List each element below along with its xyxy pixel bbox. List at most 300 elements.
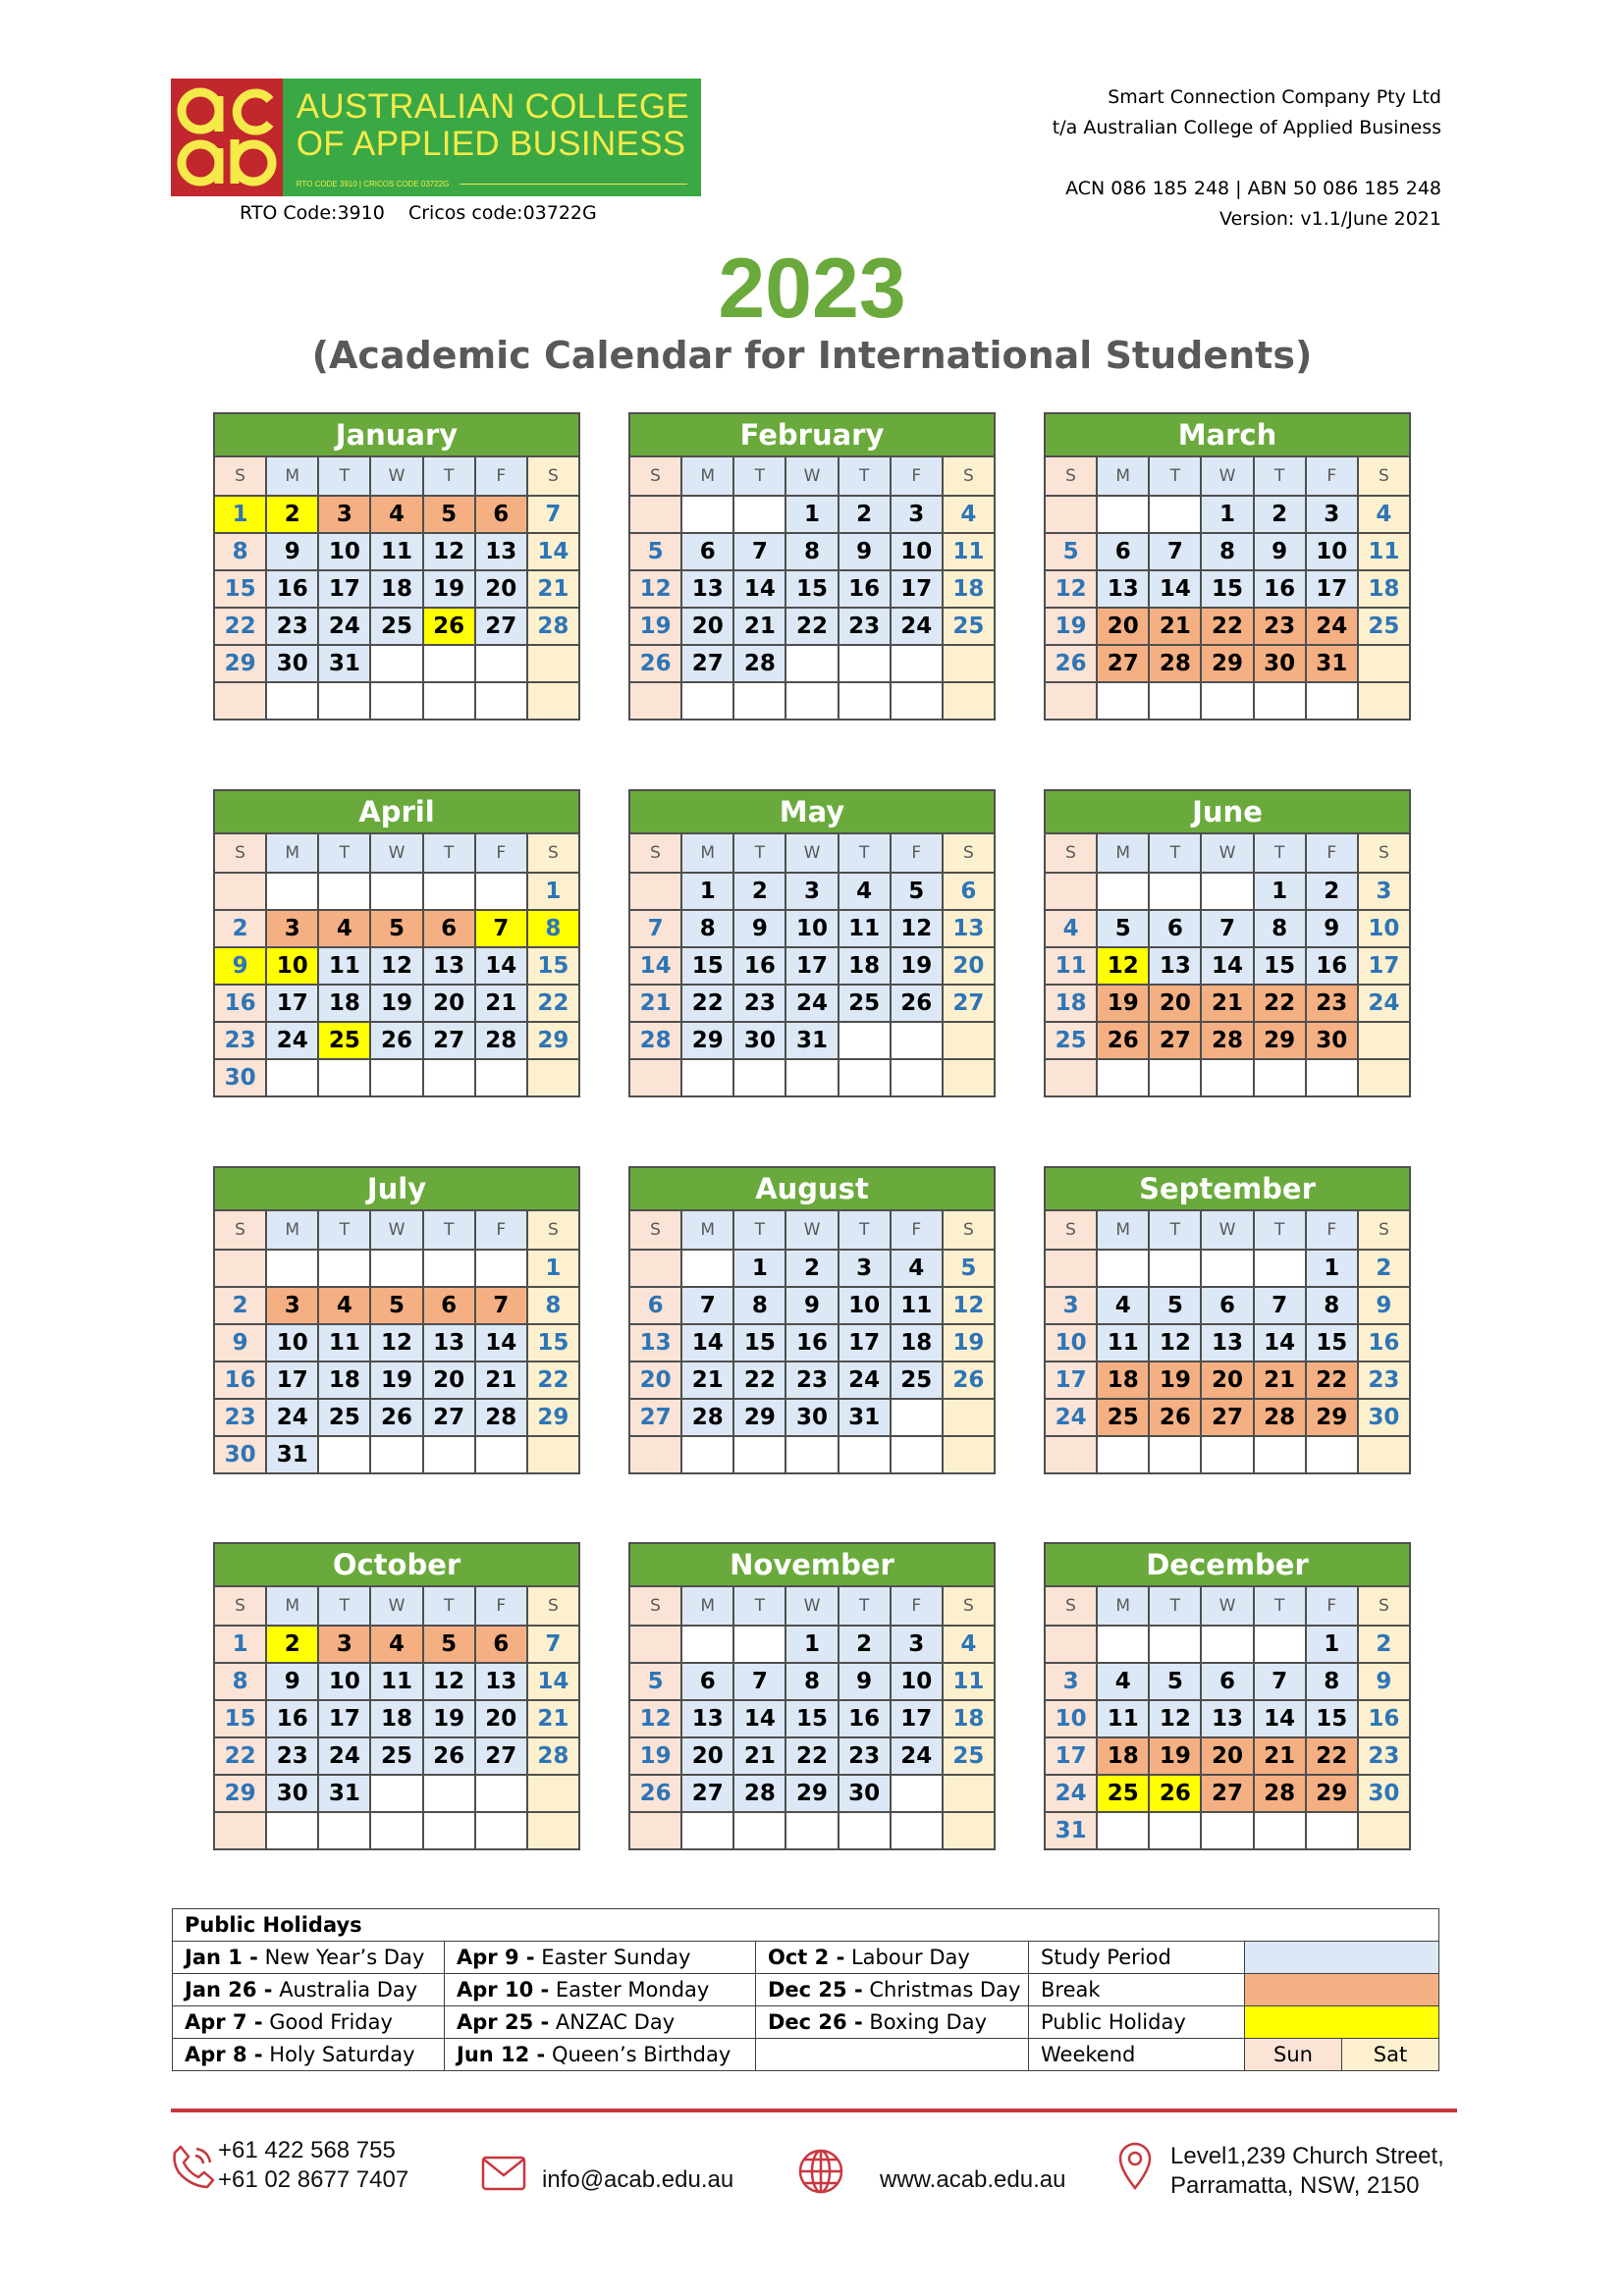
day-cell: 13	[1201, 1324, 1253, 1362]
day-cell: 12	[891, 910, 943, 947]
day-cell: 4	[943, 496, 995, 533]
month-title: February	[628, 412, 996, 455]
weekday-header: M	[681, 1586, 733, 1626]
month-january	[213, 412, 580, 721]
empty-cell	[943, 1022, 995, 1059]
empty-cell	[1045, 873, 1097, 910]
empty-cell	[943, 645, 995, 682]
day-cell: 21	[1254, 1737, 1306, 1775]
weekday-header: F	[891, 1586, 943, 1626]
weekday-header: T	[733, 1210, 785, 1250]
empty-cell	[475, 1775, 527, 1812]
day-cell: 26	[1045, 645, 1097, 682]
weekday-header: W	[1201, 1586, 1253, 1626]
holiday-entry: Jun 12 - Queen’s Birthday	[445, 2039, 756, 2071]
day-cell: 13	[1149, 947, 1201, 985]
weekday-header: W	[370, 833, 422, 873]
day-cell: 4	[839, 873, 891, 910]
day-cell: 5	[1149, 1663, 1201, 1700]
day-cell: 15	[1254, 947, 1306, 985]
empty-cell	[1097, 1436, 1149, 1473]
holiday-entry: Apr 10 - Easter Monday	[445, 1974, 756, 2006]
weekday-header: S	[1045, 1210, 1097, 1250]
month-table	[213, 455, 580, 721]
weekday-header: T	[733, 456, 785, 496]
empty-cell	[423, 1059, 475, 1096]
day-cell: 17	[318, 1700, 370, 1737]
rto-cricos-codes: RTO Code:3910 Cricos code:03722G	[240, 202, 597, 224]
empty-cell	[785, 1059, 838, 1096]
weekday-header: F	[475, 1210, 527, 1250]
day-cell: 24	[1306, 608, 1358, 645]
day-cell: 1	[1254, 873, 1306, 910]
weekday-header: S	[1358, 1210, 1410, 1250]
empty-cell	[1358, 1022, 1410, 1059]
phone-icon	[171, 2143, 216, 2190]
day-cell: 4	[891, 1250, 943, 1287]
day-cell: 26	[1149, 1399, 1201, 1436]
company-acn-abn: ACN 086 185 248 | ABN 50 086 185 248	[1065, 178, 1441, 199]
weekday-header: S	[943, 1210, 995, 1250]
day-cell: 11	[1097, 1700, 1149, 1737]
day-cell: 13	[423, 947, 475, 985]
empty-cell	[1201, 873, 1253, 910]
weekday-header: T	[1254, 1210, 1306, 1250]
weekday-header: T	[733, 833, 785, 873]
empty-cell	[475, 1250, 527, 1287]
day-cell: 2	[785, 1250, 838, 1287]
day-cell: 4	[318, 910, 370, 947]
empty-cell	[527, 1775, 579, 1812]
month-november	[628, 1542, 996, 1850]
day-cell: 3	[1045, 1663, 1097, 1700]
empty-cell	[943, 1436, 995, 1473]
empty-cell	[1045, 1250, 1097, 1287]
empty-cell	[1254, 1436, 1306, 1473]
day-cell: 11	[318, 947, 370, 985]
empty-cell	[214, 1812, 266, 1849]
day-cell: 2	[1306, 873, 1358, 910]
phone-number-2[interactable]: +61 02 8677 7407	[218, 2166, 409, 2193]
empty-cell	[629, 1812, 681, 1849]
empty-cell	[423, 1775, 475, 1812]
empty-cell	[1045, 1436, 1097, 1473]
empty-cell	[423, 873, 475, 910]
day-cell: 12	[943, 1287, 995, 1324]
day-cell: 7	[475, 910, 527, 947]
day-cell: 3	[785, 873, 838, 910]
month-table	[213, 832, 580, 1097]
empty-cell	[475, 1812, 527, 1849]
day-cell: 3	[266, 1287, 318, 1324]
day-cell: 30	[214, 1059, 266, 1096]
day-cell: 9	[1358, 1663, 1410, 1700]
weekday-header: S	[214, 1210, 266, 1250]
month-title: July	[213, 1166, 580, 1209]
day-cell: 19	[1149, 1737, 1201, 1775]
empty-cell	[1097, 1250, 1149, 1287]
empty-cell	[891, 682, 943, 720]
holiday-entry: Oct 2 - Labour Day	[756, 1942, 1029, 1974]
day-cell: 22	[527, 985, 579, 1022]
day-cell: 23	[839, 1737, 891, 1775]
day-cell: 5	[943, 1250, 995, 1287]
day-cell: 23	[1358, 1362, 1410, 1399]
empty-cell	[1201, 1436, 1253, 1473]
day-cell: 8	[1254, 910, 1306, 947]
day-cell: 2	[1254, 496, 1306, 533]
empty-cell	[629, 873, 681, 910]
day-cell: 8	[733, 1287, 785, 1324]
public-holidays-legend	[172, 1908, 1439, 2071]
day-cell: 11	[370, 533, 422, 570]
day-cell: 24	[839, 1362, 891, 1399]
day-cell: 15	[214, 1700, 266, 1737]
day-cell: 9	[839, 1663, 891, 1700]
weekday-header: T	[839, 456, 891, 496]
day-cell: 6	[681, 533, 733, 570]
day-cell: 28	[1149, 645, 1201, 682]
day-cell: 4	[1358, 496, 1410, 533]
day-cell: 1	[1201, 496, 1253, 533]
weekday-header: T	[839, 1586, 891, 1626]
day-cell: 17	[891, 570, 943, 608]
day-cell: 23	[733, 985, 785, 1022]
swatch-study	[1245, 1942, 1439, 1974]
day-cell: 15	[1306, 1700, 1358, 1737]
weekday-header: T	[839, 1210, 891, 1250]
day-cell: 26	[1097, 1022, 1149, 1059]
day-cell: 28	[475, 1022, 527, 1059]
day-cell: 30	[839, 1775, 891, 1812]
day-cell: 22	[681, 985, 733, 1022]
empty-cell	[891, 1399, 943, 1436]
day-cell: 21	[681, 1362, 733, 1399]
day-cell: 5	[1097, 910, 1149, 947]
day-cell: 20	[943, 947, 995, 985]
month-table	[1044, 1209, 1411, 1474]
weekday-header: T	[839, 833, 891, 873]
empty-cell	[891, 1812, 943, 1849]
weekday-header: F	[891, 456, 943, 496]
day-cell: 12	[629, 1700, 681, 1737]
empty-cell	[1254, 1626, 1306, 1663]
weekday-header: F	[891, 833, 943, 873]
empty-cell	[370, 1250, 422, 1287]
empty-cell	[1149, 1626, 1201, 1663]
day-cell: 10	[1306, 533, 1358, 570]
weekday-header: T	[1254, 456, 1306, 496]
day-cell: 21	[733, 1737, 785, 1775]
day-cell: 18	[1097, 1737, 1149, 1775]
empty-cell	[370, 873, 422, 910]
weekday-header: T	[423, 1210, 475, 1250]
day-cell: 11	[839, 910, 891, 947]
logo-wordmark	[283, 79, 701, 196]
day-cell: 18	[370, 1700, 422, 1737]
weekday-header: W	[785, 1210, 838, 1250]
day-cell: 27	[1201, 1399, 1253, 1436]
day-cell: 15	[527, 947, 579, 985]
day-cell: 20	[1149, 985, 1201, 1022]
empty-cell	[527, 645, 579, 682]
empty-cell	[1149, 1812, 1201, 1849]
day-cell: 24	[891, 608, 943, 645]
day-cell: 19	[423, 570, 475, 608]
month-march	[1044, 412, 1411, 721]
day-cell: 1	[527, 873, 579, 910]
empty-cell	[839, 645, 891, 682]
day-cell: 26	[629, 1775, 681, 1812]
weekday-header: T	[318, 456, 370, 496]
day-cell: 24	[1045, 1775, 1097, 1812]
day-cell: 23	[1358, 1737, 1410, 1775]
day-cell: 14	[629, 947, 681, 985]
day-cell: 28	[1201, 1022, 1253, 1059]
day-cell: 25	[1097, 1775, 1149, 1812]
day-cell: 21	[1201, 985, 1253, 1022]
weekday-header: W	[785, 1586, 838, 1626]
weekday-header: M	[266, 456, 318, 496]
day-cell: 12	[423, 1663, 475, 1700]
day-cell: 26	[629, 645, 681, 682]
globe-icon	[797, 2148, 844, 2195]
holiday-entry: Jan 1 - New Year’s Day	[173, 1942, 445, 1974]
day-cell: 16	[214, 1362, 266, 1399]
empty-cell	[891, 1059, 943, 1096]
day-cell: 3	[1045, 1287, 1097, 1324]
day-cell: 19	[1149, 1362, 1201, 1399]
day-cell: 29	[785, 1775, 838, 1812]
day-cell: 24	[1358, 985, 1410, 1022]
day-cell: 4	[1097, 1663, 1149, 1700]
day-cell: 4	[370, 1626, 422, 1663]
day-cell: 6	[629, 1287, 681, 1324]
day-cell: 22	[214, 608, 266, 645]
empty-cell	[370, 1812, 422, 1849]
day-cell: 5	[891, 873, 943, 910]
day-cell: 14	[733, 1700, 785, 1737]
address-line-2: Parramatta, NSW, 2150	[1170, 2172, 1420, 2199]
day-cell: 10	[891, 1663, 943, 1700]
empty-cell	[629, 682, 681, 720]
day-cell: 14	[681, 1324, 733, 1362]
day-cell: 24	[785, 985, 838, 1022]
day-cell: 14	[1254, 1700, 1306, 1737]
empty-cell	[266, 1059, 318, 1096]
day-cell: 2	[266, 496, 318, 533]
day-cell: 22	[785, 1737, 838, 1775]
day-cell: 8	[527, 1287, 579, 1324]
day-cell: 25	[318, 1022, 370, 1059]
day-cell: 31	[1306, 645, 1358, 682]
day-cell: 6	[943, 873, 995, 910]
day-cell: 22	[785, 608, 838, 645]
day-cell: 18	[943, 570, 995, 608]
empty-cell	[943, 1399, 995, 1436]
empty-cell	[1358, 682, 1410, 720]
footer-divider	[171, 2109, 1457, 2112]
company-trading-as: t/a Australian College of Applied Business	[1052, 117, 1441, 138]
empty-cell	[527, 1436, 579, 1473]
empty-cell	[681, 1812, 733, 1849]
day-cell: 1	[527, 1250, 579, 1287]
day-cell: 8	[1306, 1663, 1358, 1700]
day-cell: 16	[839, 570, 891, 608]
day-cell: 27	[681, 1775, 733, 1812]
day-cell: 30	[1306, 1022, 1358, 1059]
day-cell: 12	[629, 570, 681, 608]
day-cell: 26	[943, 1362, 995, 1399]
day-cell: 10	[1045, 1700, 1097, 1737]
day-cell: 12	[1097, 947, 1149, 985]
day-cell: 20	[423, 985, 475, 1022]
day-cell: 16	[214, 985, 266, 1022]
day-cell: 17	[785, 947, 838, 985]
day-cell: 23	[1254, 608, 1306, 645]
day-cell: 7	[1201, 910, 1253, 947]
empty-cell	[266, 873, 318, 910]
day-cell: 9	[1358, 1287, 1410, 1324]
day-cell: 2	[839, 1626, 891, 1663]
day-cell: 28	[733, 1775, 785, 1812]
legend-key-study: Study Period	[1029, 1942, 1245, 1974]
day-cell: 3	[318, 496, 370, 533]
day-cell: 12	[1149, 1700, 1201, 1737]
day-cell: 21	[1149, 608, 1201, 645]
swatch-holiday	[1245, 2006, 1439, 2039]
day-cell: 30	[266, 645, 318, 682]
day-cell: 18	[370, 570, 422, 608]
logo-line-2: OF APPLIED BUSINESS	[296, 125, 686, 163]
weekday-header: S	[527, 833, 579, 873]
day-cell: 28	[527, 608, 579, 645]
weekday-header: T	[1149, 833, 1201, 873]
empty-cell	[943, 1812, 995, 1849]
empty-cell	[839, 682, 891, 720]
empty-cell	[681, 1059, 733, 1096]
footer-email[interactable]: info@acab.edu.au	[542, 2166, 734, 2193]
day-cell: 20	[1097, 608, 1149, 645]
weekday-header: T	[423, 1586, 475, 1626]
empty-cell	[1045, 1626, 1097, 1663]
weekday-header: F	[1306, 456, 1358, 496]
day-cell: 22	[733, 1362, 785, 1399]
day-cell: 6	[1149, 910, 1201, 947]
holiday-entry: Dec 26 - Boxing Day	[756, 2006, 1029, 2039]
holiday-entry: Jan 26 - Australia Day	[173, 1974, 445, 2006]
empty-cell	[629, 1250, 681, 1287]
day-cell: 18	[891, 1324, 943, 1362]
empty-cell	[629, 496, 681, 533]
weekday-header: M	[1097, 1586, 1149, 1626]
day-cell: 13	[629, 1324, 681, 1362]
swatch-break	[1245, 1974, 1439, 2006]
day-cell: 31	[785, 1022, 838, 1059]
day-cell: 29	[1201, 645, 1253, 682]
day-cell: 2	[839, 496, 891, 533]
month-title: April	[213, 789, 580, 832]
day-cell: 25	[1358, 608, 1410, 645]
empty-cell	[785, 682, 838, 720]
month-title: November	[628, 1542, 996, 1585]
day-cell: 25	[943, 608, 995, 645]
logo-line-1: AUSTRALIAN COLLEGE	[296, 87, 689, 126]
day-cell: 14	[1201, 947, 1253, 985]
phone-number-1[interactable]: +61 422 568 755	[218, 2137, 396, 2163]
day-cell: 17	[1045, 1737, 1097, 1775]
day-cell: 2	[266, 1626, 318, 1663]
month-title: October	[213, 1542, 580, 1585]
day-cell: 1	[785, 1626, 838, 1663]
day-cell: 9	[1254, 533, 1306, 570]
empty-cell	[1201, 1626, 1253, 1663]
empty-cell	[1201, 682, 1253, 720]
weekday-header: S	[1045, 456, 1097, 496]
day-cell: 31	[839, 1399, 891, 1436]
footer-website[interactable]: www.acab.edu.au	[880, 2166, 1066, 2193]
day-cell: 10	[318, 533, 370, 570]
day-cell: 18	[1097, 1362, 1149, 1399]
month-june	[1044, 789, 1411, 1097]
day-cell: 26	[423, 1737, 475, 1775]
empty-cell	[1306, 682, 1358, 720]
month-title: June	[1044, 789, 1411, 832]
day-cell: 1	[733, 1250, 785, 1287]
empty-cell	[214, 1250, 266, 1287]
weekday-header: S	[1045, 833, 1097, 873]
day-cell: 15	[785, 1700, 838, 1737]
day-cell: 27	[629, 1399, 681, 1436]
weekday-header: S	[1045, 1586, 1097, 1626]
empty-cell	[1149, 1059, 1201, 1096]
day-cell: 16	[1254, 570, 1306, 608]
day-cell: 16	[266, 570, 318, 608]
month-table	[213, 1585, 580, 1850]
day-cell: 28	[733, 645, 785, 682]
day-cell: 17	[266, 1362, 318, 1399]
empty-cell	[1097, 873, 1149, 910]
empty-cell	[318, 1812, 370, 1849]
day-cell: 27	[1201, 1775, 1253, 1812]
empty-cell	[1201, 1812, 1253, 1849]
day-cell: 4	[1097, 1287, 1149, 1324]
weekday-header: W	[785, 833, 838, 873]
day-cell: 6	[475, 496, 527, 533]
empty-cell	[1201, 1250, 1253, 1287]
day-cell: 3	[1358, 873, 1410, 910]
weekday-header: S	[943, 1586, 995, 1626]
day-cell: 2	[214, 910, 266, 947]
month-table	[1044, 1585, 1411, 1850]
day-cell: 4	[943, 1626, 995, 1663]
day-cell: 5	[1149, 1287, 1201, 1324]
day-cell: 17	[1358, 947, 1410, 985]
day-cell: 1	[681, 873, 733, 910]
day-cell: 23	[214, 1399, 266, 1436]
weekday-header: F	[1306, 1210, 1358, 1250]
empty-cell	[475, 682, 527, 720]
day-cell: 17	[1306, 570, 1358, 608]
calendar-subtitle: (Academic Calendar for International Students)	[311, 334, 1313, 377]
address-line-1: Level1,239 Church Street,	[1170, 2143, 1444, 2169]
month-table	[628, 1585, 996, 1850]
day-cell: 12	[370, 1324, 422, 1362]
weekday-header: F	[475, 1586, 527, 1626]
weekday-header: M	[681, 456, 733, 496]
day-cell: 21	[629, 985, 681, 1022]
empty-cell	[1358, 1812, 1410, 1849]
